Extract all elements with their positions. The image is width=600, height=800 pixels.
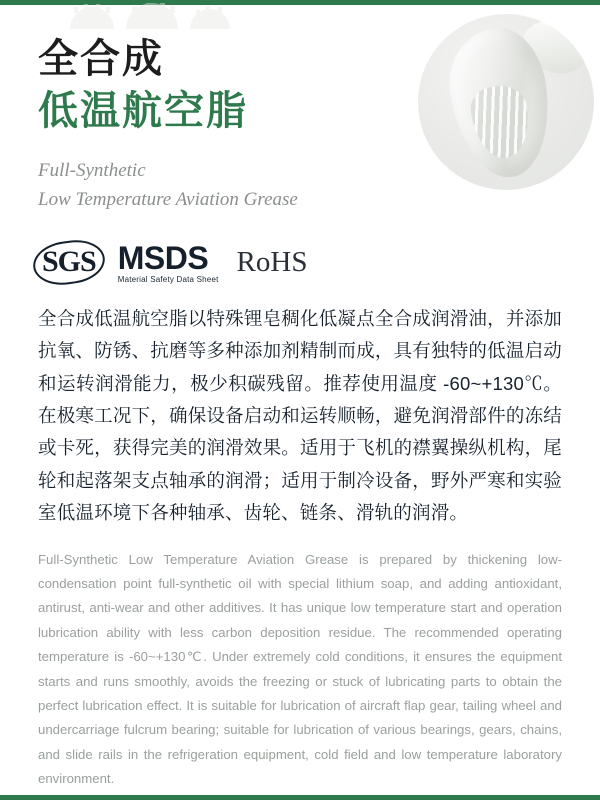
msds-badge (117, 239, 219, 284)
msds-badge-label: MSDS (117, 239, 209, 276)
sgs-badge (38, 244, 100, 282)
certification-badges (38, 215, 562, 285)
page-subtitle-en (38, 134, 562, 215)
rohs-badge (237, 246, 308, 279)
page-title-cn-line1: 全合成 (38, 37, 164, 81)
description-cn: 全合成低温航空脂以特殊锂皂稠化低凝点全合成润滑油，并添加抗氧、防锈、抗磨等多种添加剂精制而成，具有独特的低温启动和运转润滑能力，极少积碳残留。推荐使用温度 -60~+130℃。在极寒工况下，确保设备启动和运转顺畅，避免润滑部件的冻结或卡死，获得完美的润滑效果。适用于飞机的襟翼操纵机构，尾轮和起落架支点轴承的润滑；适用于制冷设备，野外严寒和实验室低温环境下各种轴承、齿轮、链条、滑轨的润滑。 (38, 307, 562, 524)
rohs-badge-label: RoHS (236, 246, 308, 279)
page-title-cn-line2: 低温航空脂 (38, 89, 248, 133)
sgs-badge-label: SGS (42, 244, 96, 278)
bottom-accent-rule (0, 795, 600, 800)
page-subtitle-en-line2: Low Temperature Aviation Grease (38, 189, 298, 211)
msds-badge-sublabel: Material Safety Data Sheet (117, 274, 219, 284)
description-en: Full-Synthetic Low Temperature Aviation Grease is prepared by thickening low-condensation point full-synthetic oil with special lithium soap, and adding antioxidant, antirust, anti-wear and other additives. It has unique low temperature start and operation lubrication ability with less carbon deposition residue. The recommended operating temperature is -60~+130℃. Under extremely cold conditions, it ensures the equipment starts and runs smoothly, avoids the freezing or stuck of lubricating parts to obtain the perfect lubrication effect. It is suitable for lubrication of aircraft flap gear, tailing wheel and undercarriage fulcrum bearing; suitable for lubrication of various bearings, gears, chains, and slide rails in the refrigeration equipment, cold field and low temperature laboratory environment. (38, 551, 562, 787)
page-subtitle-en-line1: Full-Synthetic (38, 160, 146, 181)
